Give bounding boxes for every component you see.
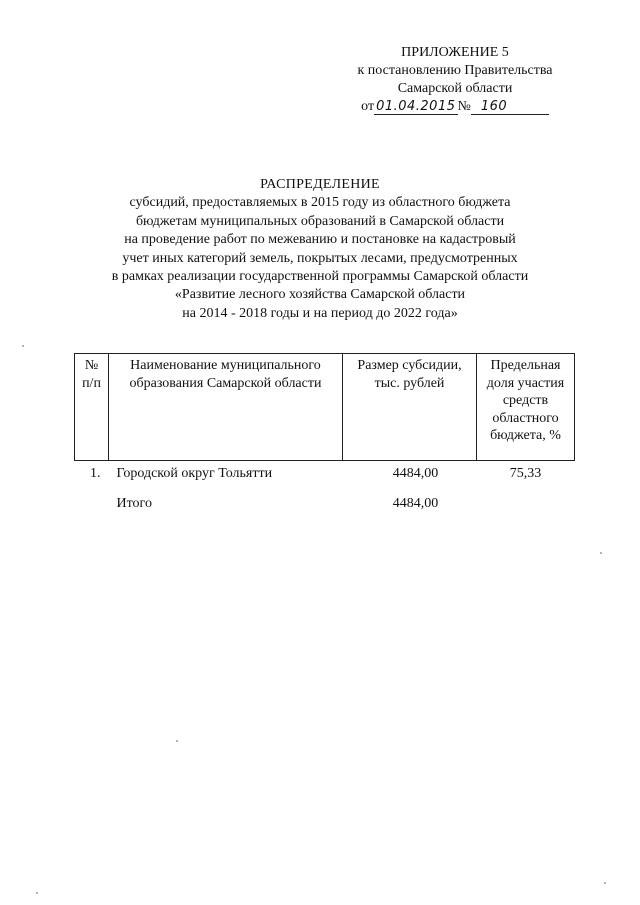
appendix-date-number-line [330,98,580,116]
table-row [75,461,575,492]
handwritten-date: 01.04.2015 [376,99,456,114]
subtitle-line: субсидий, предоставляемых в 2015 году из областного бюджета [129,195,511,211]
scan-speck [22,345,24,347]
header-number: № п/п [75,354,109,461]
subtitle-line: на 2014 - 2018 годы и на период до 2022 года» [182,305,458,321]
appendix-header [330,44,580,116]
subtitle-line: бюджетам муниципальных образований в Самарской области [135,213,505,229]
subtitle-line: «Развитие лесного хозяйства Самарской области [174,287,466,303]
scan-speck [604,882,606,884]
row-municipality: Городской округ Тольятти [116,466,273,481]
row-subsidy-amount: 4484,00 [392,466,439,481]
appendix-number: ПРИЛОЖЕНИЕ 5 [401,45,509,60]
document-title-block [60,176,580,323]
subsidy-distribution-table [74,353,575,521]
scan-speck [36,892,38,894]
subtitle-line: учет иных категорий земель, покрытых лесами, предусмотренных [122,250,518,266]
row-budget-share: 75,33 [509,466,542,481]
table-header-row [75,354,575,461]
subtitle-line: на проведение работ по межеванию и постановке на кадастровый [124,232,516,248]
total-subsidy-amount: 4484,00 [392,496,439,511]
total-label: Итого [116,496,152,511]
handwritten-number: 160 [471,99,549,115]
subtitle-line: в рамках реализации государственной программы Самарской области [111,269,529,285]
date-prefix: от [361,99,375,114]
row-number: 1. [90,466,101,481]
header-budget-share: Предельная доля участия средств областного бюджета, % [477,354,575,461]
table-total-row [75,491,575,521]
appendix-resolution-line: к постановлению Правительства [357,63,553,78]
header-municipality: Наименование муниципального образования Самарской области [109,354,343,461]
document-title: РАСПРЕДЕЛЕНИЕ [260,177,380,192]
number-prefix: № [457,99,471,114]
header-subsidy-amount: Размер субсидии, тыс. рублей [343,354,477,461]
scan-speck [176,740,178,742]
scan-speck [600,552,602,554]
appendix-region-line: Самарской области [397,81,513,96]
